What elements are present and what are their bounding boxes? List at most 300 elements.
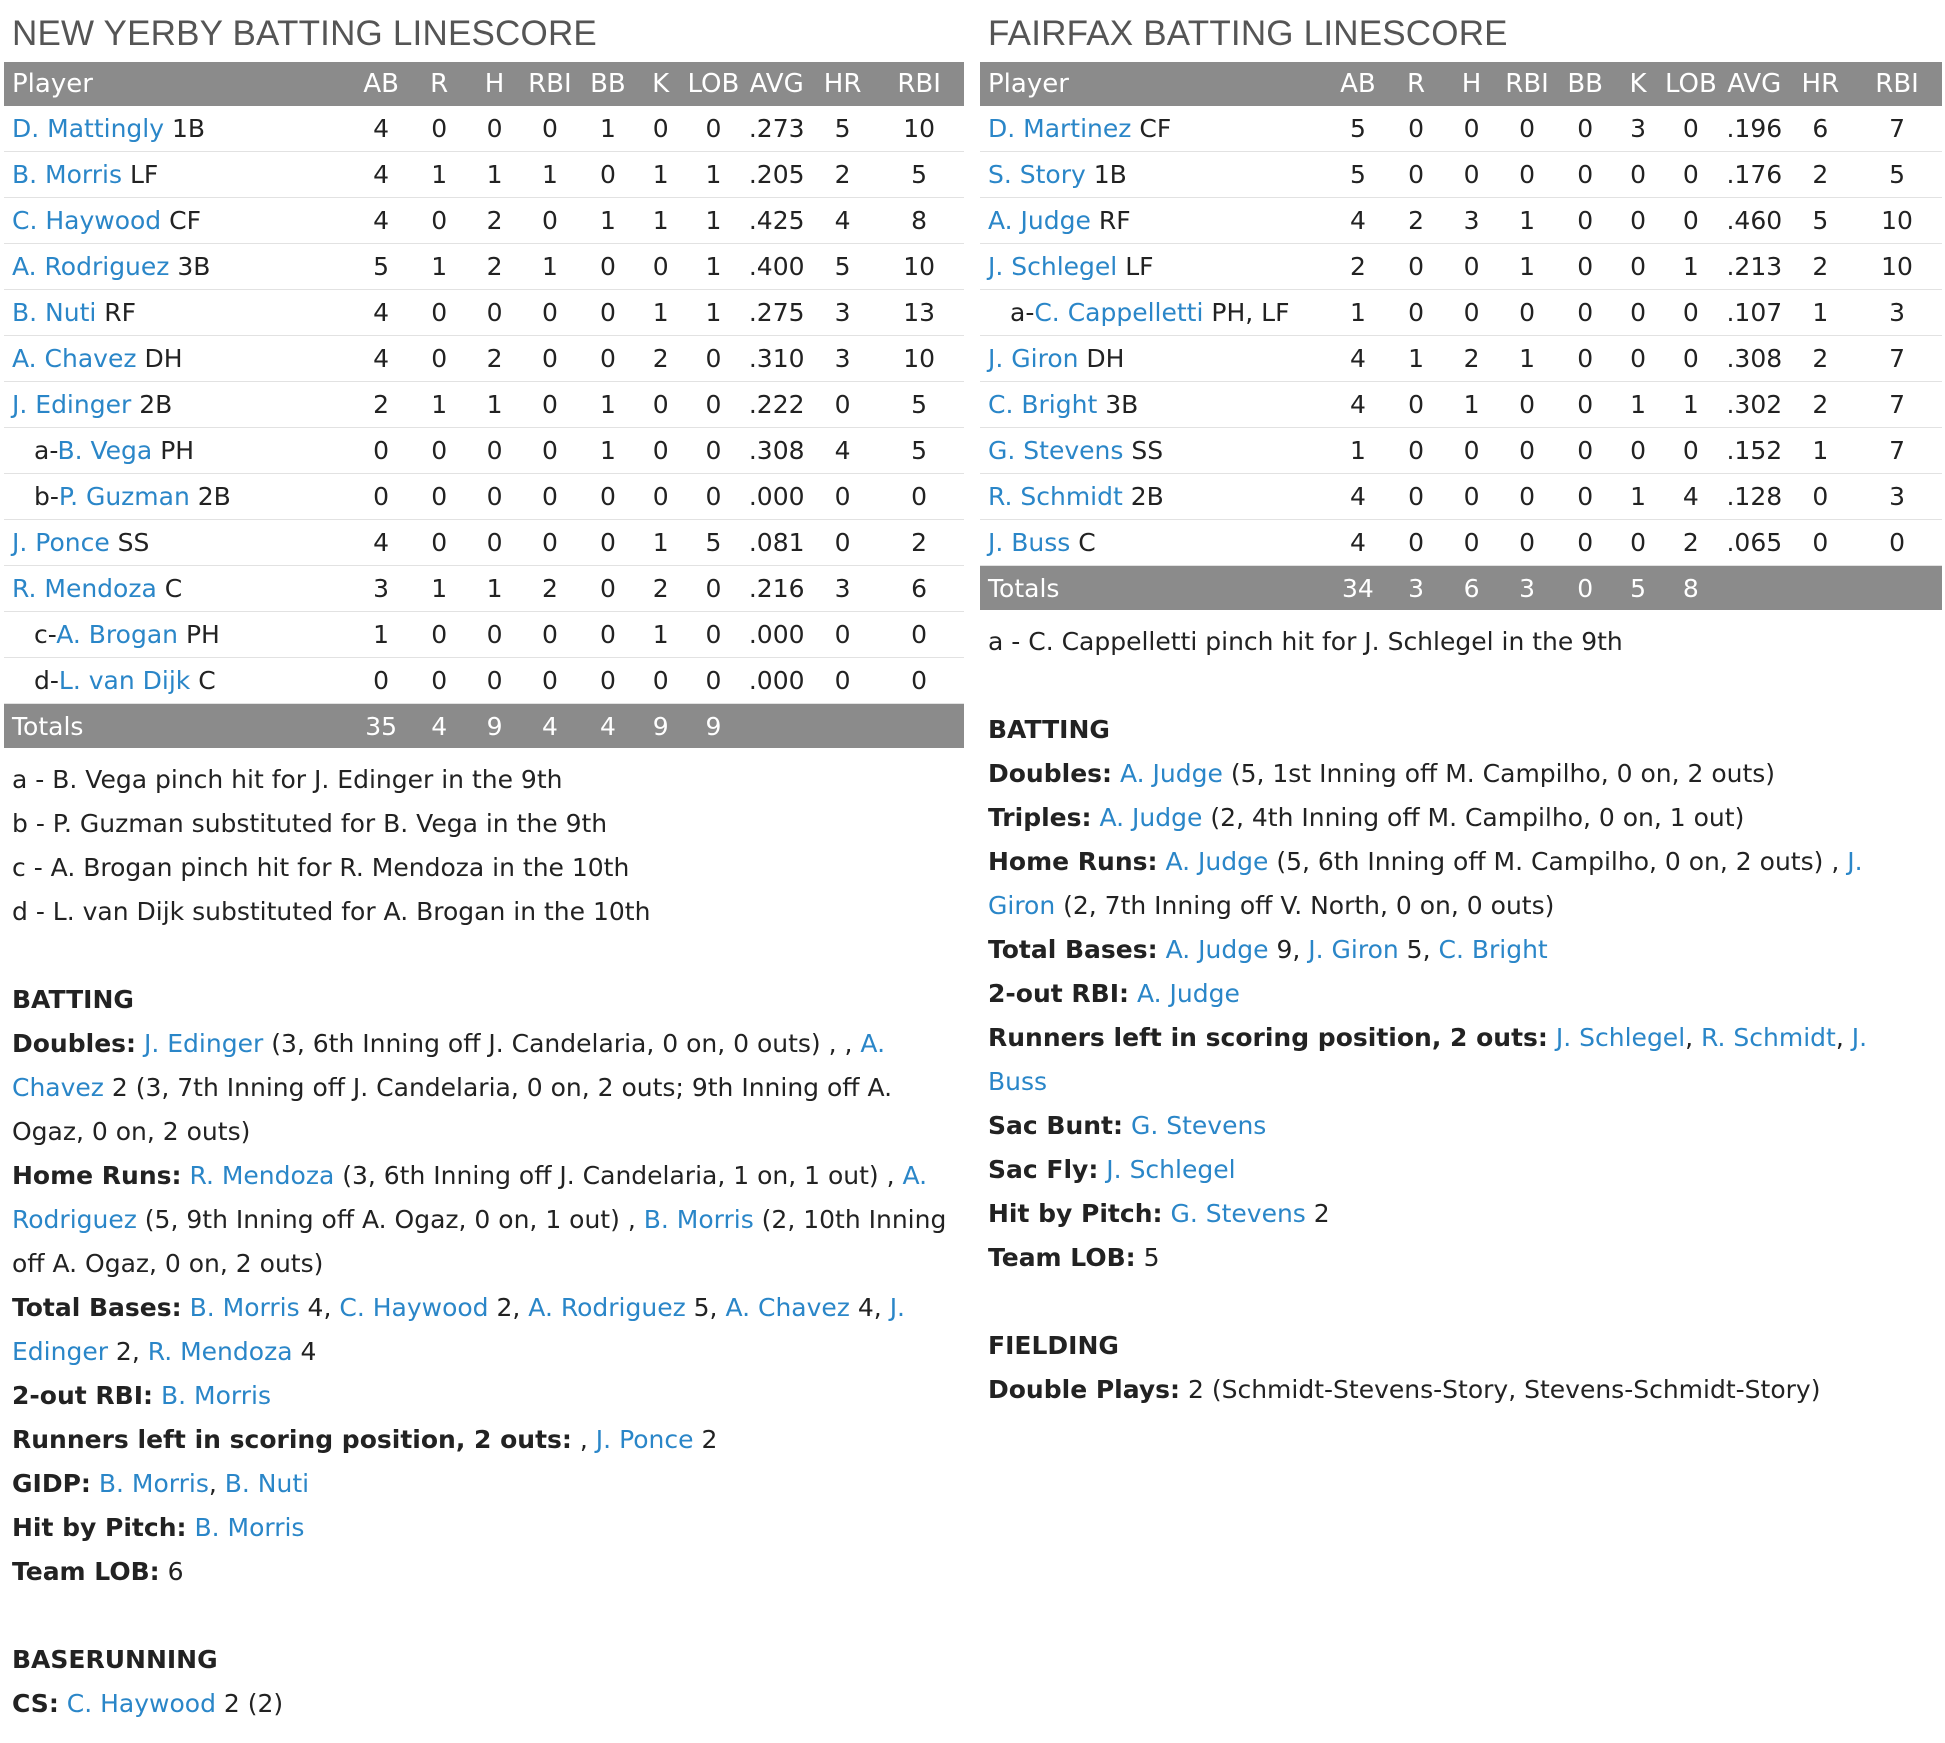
- player-cell: [4, 474, 352, 520]
- substitution-note: a - B. Vega pinch hit for J. Edinger in the 9th: [12, 765, 563, 794]
- stat-cell-bb: 0: [579, 520, 637, 566]
- stat-cell-rbi: 0: [1498, 520, 1556, 566]
- stat-cell-rbi: 0: [521, 428, 579, 474]
- stat-cell-hr: 3: [811, 566, 874, 612]
- stat-cell-hr: 1: [1789, 290, 1852, 336]
- player-link[interactable]: C. Haywood: [66, 1689, 216, 1718]
- player-link[interactable]: A. Rodriguez: [12, 1161, 928, 1234]
- stat-text: ,: [1835, 1023, 1852, 1052]
- stat-cell-avg: .400: [742, 244, 811, 290]
- player-link[interactable]: A. Judge: [1165, 847, 1269, 876]
- stat-line: [12, 1506, 958, 1550]
- stat-text: (3, 6th Inning off J. Candelaria, 1 on, 1 out) ,: [334, 1161, 903, 1190]
- player-cell: [980, 428, 1329, 474]
- stat-text: 2: [693, 1425, 718, 1454]
- stat-cell-h: 0: [468, 106, 521, 152]
- column-header-ab: AB: [1329, 62, 1387, 106]
- sub-prefix: a-: [1010, 298, 1035, 327]
- stat-line: [12, 1022, 958, 1154]
- substitution-note: a - C. Cappelletti pinch hit for J. Schlegel in the 9th: [988, 627, 1623, 656]
- stat-cell-k: 0: [637, 428, 684, 474]
- stat-cell-rbi: 0: [521, 658, 579, 704]
- stat-cell-ab: 4: [352, 152, 410, 198]
- player-link[interactable]: B. Morris: [643, 1205, 754, 1234]
- stat-cell-srbi: 7: [1852, 428, 1942, 474]
- stat-cell-k: 0: [637, 106, 684, 152]
- stat-cell-k: 0: [1614, 244, 1662, 290]
- table-row: [980, 152, 1942, 198]
- player-cell: [980, 336, 1329, 382]
- stat-cell-lob: 0: [1662, 198, 1720, 244]
- stat-cell-ab: 1: [352, 612, 410, 658]
- stat-text: 4,: [849, 1293, 890, 1322]
- stat-cell-h: 0: [468, 474, 521, 520]
- stat-cell-ab: 4: [352, 106, 410, 152]
- player-link[interactable]: B. Morris: [194, 1513, 305, 1542]
- stat-cell-ab: 4: [352, 520, 410, 566]
- stat-cell-bb: 0: [579, 336, 637, 382]
- stat-label: Sac Fly:: [988, 1155, 1099, 1184]
- player-link[interactable]: C. Cappelletti: [1034, 298, 1204, 327]
- stat-line: [988, 1016, 1934, 1104]
- stat-text: 2 (2): [215, 1689, 284, 1718]
- stat-cell-r: 0: [1387, 428, 1445, 474]
- stat-cell-avg: .425: [742, 198, 811, 244]
- player-link[interactable]: B. Nuti: [12, 298, 97, 327]
- column-header-ab: AB: [352, 62, 410, 106]
- stat-cell-r: 2: [1387, 198, 1445, 244]
- stat-cell-bb: 0: [1556, 198, 1614, 244]
- player-link[interactable]: D. Martinez: [988, 114, 1132, 143]
- player-cell: [4, 428, 352, 474]
- player-link[interactable]: J. Ponce: [595, 1425, 694, 1454]
- player-link[interactable]: A. Judge: [1165, 935, 1269, 964]
- player-link[interactable]: C. Bright: [1438, 935, 1548, 964]
- table-row: [4, 290, 964, 336]
- stat-cell-r: 1: [1387, 336, 1445, 382]
- stat-cell-ab: 2: [352, 382, 410, 428]
- player-link[interactable]: A. Chavez: [12, 344, 137, 373]
- stat-cell-avg: .302: [1720, 382, 1789, 428]
- player-link[interactable]: B. Morris: [98, 1469, 209, 1498]
- player-link[interactable]: A. Judge: [988, 206, 1091, 235]
- stat-cell-h: 0: [1445, 244, 1498, 290]
- stat-cell-bb: 0: [579, 658, 637, 704]
- stat-cell-h: 0: [1445, 290, 1498, 336]
- total-r: 4: [410, 704, 468, 749]
- player-position: RF: [104, 298, 137, 327]
- stat-cell-h: 2: [1445, 336, 1498, 382]
- stat-cell-srbi: 0: [874, 658, 964, 704]
- stat-cell-bb: 1: [579, 198, 637, 244]
- player-link[interactable]: R. Mendoza: [147, 1337, 293, 1366]
- player-link[interactable]: J. Schlegel: [988, 252, 1118, 281]
- stat-cell-avg: .275: [742, 290, 811, 336]
- stat-cell-rbi: 0: [521, 474, 579, 520]
- column-header-r: R: [1387, 62, 1445, 106]
- column-header-avg: AVG: [742, 62, 811, 106]
- player-link[interactable]: S. Story: [988, 160, 1086, 189]
- player-link[interactable]: D. Mattingly: [12, 114, 165, 143]
- stat-line: [988, 752, 1934, 796]
- player-link[interactable]: R. Mendoza: [12, 574, 157, 603]
- player-link[interactable]: J. Buss: [988, 528, 1071, 557]
- column-header-lob: LOB: [1662, 62, 1720, 106]
- player-position: LF: [129, 160, 159, 189]
- stat-cell-avg: .000: [742, 474, 811, 520]
- stat-cell-hr: 1: [1789, 428, 1852, 474]
- stat-cell-k: 1: [637, 612, 684, 658]
- stat-cell-r: 1: [410, 382, 468, 428]
- stat-cell-h: 0: [1445, 474, 1498, 520]
- column-header-hr: HR: [811, 62, 874, 106]
- player-link[interactable]: L. van Dijk: [58, 666, 191, 695]
- stat-line: [12, 1286, 958, 1374]
- stat-cell-srbi: 0: [874, 474, 964, 520]
- column-header-rbi: RBI: [1852, 62, 1942, 106]
- stat-text: 5: [1143, 1243, 1160, 1272]
- table-row: [980, 428, 1942, 474]
- sub-prefix: a-: [34, 436, 58, 465]
- player-position: 3B: [177, 252, 211, 281]
- totals-row: [980, 566, 1942, 611]
- column-header-lob: LOB: [684, 62, 742, 106]
- stat-cell-avg: .310: [742, 336, 811, 382]
- stat-cell-bb: 0: [579, 566, 637, 612]
- stat-cell-r: 0: [410, 106, 468, 152]
- stat-cell-r: 0: [410, 290, 468, 336]
- player-cell: [4, 198, 352, 244]
- stat-cell-avg: .308: [1720, 336, 1789, 382]
- stat-label: Doubles:: [988, 759, 1113, 788]
- stat-cell-rbi: 1: [521, 244, 579, 290]
- player-link[interactable]: A. Rodriguez: [528, 1293, 686, 1322]
- stat-cell-r: 0: [410, 612, 468, 658]
- stat-cell-bb: 0: [579, 152, 637, 198]
- total-empty: [1720, 566, 1789, 611]
- total-r: 3: [1387, 566, 1445, 611]
- player-link[interactable]: C. Haywood: [12, 206, 162, 235]
- stat-text: (3, 6th Inning off J. Candelaria, 0 on, 0 outs) , ,: [263, 1029, 861, 1058]
- stat-section: [988, 708, 1942, 1280]
- stat-text: (5, 6th Inning off M. Campilho, 0 on, 2 outs) ,: [1268, 847, 1848, 876]
- stat-line: [12, 1462, 958, 1506]
- player-link[interactable]: A. Judge: [1119, 759, 1223, 788]
- stat-cell-hr: 0: [811, 612, 874, 658]
- stat-cell-lob: 0: [1662, 428, 1720, 474]
- player-cell: [980, 106, 1329, 152]
- player-link[interactable]: J. Giron: [1308, 935, 1399, 964]
- stat-section: [988, 1324, 1942, 1412]
- player-link[interactable]: B. Nuti: [224, 1469, 310, 1498]
- player-cell: [980, 520, 1329, 566]
- stat-cell-k: 0: [1614, 152, 1662, 198]
- player-link[interactable]: J. Giron: [988, 344, 1079, 373]
- player-link[interactable]: R. Mendoza: [189, 1161, 335, 1190]
- stat-cell-ab: 5: [1329, 106, 1387, 152]
- player-link[interactable]: B. Morris: [189, 1293, 300, 1322]
- stat-cell-avg: .308: [742, 428, 811, 474]
- player-position: RF: [1098, 206, 1131, 235]
- stat-cell-h: 0: [468, 520, 521, 566]
- stat-cell-ab: 4: [352, 198, 410, 244]
- stat-cell-srbi: 3: [1852, 290, 1942, 336]
- totals-row: [4, 704, 964, 749]
- player-position: 1B: [172, 114, 206, 143]
- player-link[interactable]: R. Schmidt: [988, 482, 1123, 511]
- total-empty: [742, 704, 811, 749]
- player-link[interactable]: J. Schlegel: [1106, 1155, 1236, 1184]
- player-link[interactable]: J. Edinger: [12, 390, 132, 419]
- stat-cell-srbi: 13: [874, 290, 964, 336]
- stat-cell-bb: 0: [1556, 106, 1614, 152]
- section-title: BATTING: [988, 715, 1110, 744]
- stat-cell-srbi: 5: [1852, 152, 1942, 198]
- stat-cell-lob: 0: [684, 474, 742, 520]
- player-position: PH: [185, 620, 220, 649]
- section-title: BASERUNNING: [12, 1645, 218, 1674]
- table-header: [4, 62, 964, 106]
- stat-cell-bb: 0: [579, 290, 637, 336]
- stat-section: [12, 1638, 964, 1726]
- stat-line: [12, 1550, 958, 1594]
- stat-cell-hr: 0: [1789, 520, 1852, 566]
- stat-cell-avg: .107: [1720, 290, 1789, 336]
- player-link[interactable]: P. Guzman: [58, 482, 190, 511]
- stat-cell-k: 0: [1614, 428, 1662, 474]
- stat-cell-lob: 0: [684, 428, 742, 474]
- player-cell: [980, 290, 1329, 336]
- stat-cell-hr: 3: [811, 336, 874, 382]
- column-header-r: R: [410, 62, 468, 106]
- player-link[interactable]: G. Stevens: [988, 436, 1124, 465]
- player-link[interactable]: J. Edinger: [12, 1293, 906, 1366]
- player-cell: [4, 382, 352, 428]
- stat-cell-lob: 0: [1662, 290, 1720, 336]
- stat-cell-r: 0: [410, 520, 468, 566]
- stat-cell-rbi: 0: [1498, 382, 1556, 428]
- stat-cell-ab: 1: [1329, 428, 1387, 474]
- stat-text: 5,: [685, 1293, 726, 1322]
- player-link[interactable]: C. Bright: [988, 390, 1098, 419]
- substitution-note: b - P. Guzman substituted for B. Vega in the 9th: [12, 809, 608, 838]
- player-link[interactable]: A. Rodriguez: [12, 252, 170, 281]
- stat-cell-lob: 0: [1662, 106, 1720, 152]
- stat-cell-h: 0: [468, 658, 521, 704]
- player-cell: [980, 474, 1329, 520]
- stat-sections: [980, 708, 1942, 1412]
- table-row: [4, 106, 964, 152]
- player-link[interactable]: C. Haywood: [339, 1293, 489, 1322]
- stat-cell-h: 0: [468, 612, 521, 658]
- stat-cell-lob: 0: [684, 106, 742, 152]
- column-header-k: K: [637, 62, 684, 106]
- stat-cell-lob: 0: [684, 658, 742, 704]
- stat-cell-k: 0: [637, 244, 684, 290]
- stat-cell-hr: 4: [811, 428, 874, 474]
- player-link[interactable]: A. Brogan: [56, 620, 178, 649]
- stat-cell-bb: 0: [1556, 428, 1614, 474]
- stat-line: [12, 1374, 958, 1418]
- stat-cell-srbi: 10: [874, 336, 964, 382]
- player-cell: [4, 336, 352, 382]
- stat-label: Total Bases:: [12, 1293, 182, 1322]
- sub-prefix: d-: [34, 666, 59, 695]
- stat-cell-srbi: 10: [1852, 244, 1942, 290]
- total-empty: [811, 704, 874, 749]
- stat-text: (2, 4th Inning off M. Campilho, 0 on, 1 out): [1202, 803, 1745, 832]
- player-link[interactable]: B. Morris: [12, 160, 122, 189]
- stat-cell-lob: 1: [684, 152, 742, 198]
- table-row: [4, 152, 964, 198]
- sub-prefix: c-: [34, 620, 57, 649]
- table-row: [4, 474, 964, 520]
- stat-cell-ab: 4: [352, 336, 410, 382]
- stat-line: [988, 796, 1934, 840]
- away-linescore-panel: [980, 0, 1942, 1412]
- stat-cell-srbi: 10: [874, 244, 964, 290]
- stat-cell-lob: 2: [1662, 520, 1720, 566]
- stat-cell-hr: 2: [1789, 382, 1852, 428]
- player-link[interactable]: G. Stevens: [1170, 1199, 1306, 1228]
- stat-label: 2-out RBI:: [12, 1381, 154, 1410]
- player-position: 2B: [139, 390, 173, 419]
- player-link[interactable]: J. Schlegel: [1555, 1023, 1686, 1052]
- player-cell: [980, 382, 1329, 428]
- player-position: C: [198, 666, 216, 695]
- stat-cell-hr: 0: [1789, 474, 1852, 520]
- player-link[interactable]: J. Buss: [988, 1023, 1868, 1096]
- stat-cell-lob: 0: [684, 382, 742, 428]
- stat-text: ,: [208, 1469, 225, 1498]
- stat-cell-srbi: 8: [874, 198, 964, 244]
- player-link[interactable]: J. Ponce: [12, 528, 110, 557]
- stat-cell-bb: 0: [579, 474, 637, 520]
- stat-text: (5, 9th Inning off A. Ogaz, 0 on, 1 out) ,: [136, 1205, 644, 1234]
- player-cell: [980, 152, 1329, 198]
- totals-label: Totals: [980, 566, 1329, 611]
- stat-cell-avg: .222: [742, 382, 811, 428]
- stat-cell-ab: 4: [1329, 474, 1387, 520]
- column-header-k: K: [1614, 62, 1662, 106]
- stat-cell-h: 3: [1445, 198, 1498, 244]
- stat-cell-lob: 0: [684, 566, 742, 612]
- total-k: 9: [637, 704, 684, 749]
- stat-cell-h: 1: [468, 566, 521, 612]
- stat-cell-hr: 5: [811, 106, 874, 152]
- stat-line: [988, 1192, 1934, 1236]
- player-link[interactable]: J. Giron: [988, 847, 1863, 920]
- stat-cell-srbi: 6: [874, 566, 964, 612]
- column-header-h: H: [1445, 62, 1498, 106]
- player-cell: [4, 152, 352, 198]
- stat-cell-rbi: 1: [1498, 198, 1556, 244]
- stat-cell-h: 0: [1445, 428, 1498, 474]
- stat-cell-srbi: 5: [874, 428, 964, 474]
- stat-cell-rbi: 0: [1498, 106, 1556, 152]
- stat-text: 2 (Schmidt-Stevens-Story, Stevens-Schmidt-Story): [1187, 1375, 1821, 1404]
- stat-cell-h: 0: [468, 290, 521, 336]
- player-link[interactable]: G. Stevens: [1130, 1111, 1267, 1140]
- table-row: [4, 566, 964, 612]
- stat-cell-rbi: 0: [521, 198, 579, 244]
- stat-cell-lob: 1: [684, 244, 742, 290]
- stat-cell-avg: .273: [742, 106, 811, 152]
- player-link[interactable]: B. Vega: [57, 436, 153, 465]
- player-link[interactable]: A. Chavez: [725, 1293, 850, 1322]
- stat-line: [988, 1368, 1934, 1412]
- stat-cell-hr: 5: [1789, 198, 1852, 244]
- stat-cell-k: 3: [1614, 106, 1662, 152]
- table-row: [4, 244, 964, 290]
- stat-cell-lob: 1: [684, 290, 742, 336]
- column-header-rbi: RBI: [1498, 62, 1556, 106]
- stat-cell-k: 0: [637, 382, 684, 428]
- stat-label: Home Runs:: [988, 847, 1158, 876]
- stat-cell-rbi: 0: [1498, 428, 1556, 474]
- player-link[interactable]: J. Edinger: [143, 1029, 264, 1058]
- stat-line: [12, 1682, 958, 1726]
- player-link[interactable]: B. Morris: [160, 1381, 271, 1410]
- stat-cell-avg: .000: [742, 658, 811, 704]
- stat-cell-h: 1: [468, 152, 521, 198]
- player-position: LF: [1125, 252, 1154, 281]
- total-h: 9: [468, 704, 521, 749]
- stat-cell-rbi: 0: [521, 290, 579, 336]
- stat-cell-srbi: 10: [1852, 198, 1942, 244]
- stat-cell-lob: 5: [684, 520, 742, 566]
- stat-cell-bb: 0: [1556, 474, 1614, 520]
- stat-line: [12, 1154, 958, 1286]
- player-link[interactable]: R. Schmidt: [1701, 1023, 1836, 1052]
- total-ab: 34: [1329, 566, 1387, 611]
- stat-cell-k: 1: [637, 520, 684, 566]
- player-link[interactable]: A. Chavez: [12, 1029, 886, 1102]
- stat-cell-h: 1: [1445, 382, 1498, 428]
- player-position: CF: [1139, 114, 1172, 143]
- table-row: [980, 106, 1942, 152]
- stat-cell-k: 0: [1614, 336, 1662, 382]
- stat-label: CS:: [12, 1689, 59, 1718]
- stat-cell-ab: 3: [352, 566, 410, 612]
- stat-cell-rbi: 1: [1498, 244, 1556, 290]
- stat-cell-lob: 0: [1662, 152, 1720, 198]
- table-row: [4, 658, 964, 704]
- stat-label: Triples:: [988, 803, 1092, 832]
- table-row: [4, 520, 964, 566]
- stat-cell-hr: 2: [1789, 336, 1852, 382]
- player-position: 3B: [1105, 390, 1139, 419]
- stat-cell-k: 1: [637, 198, 684, 244]
- player-link[interactable]: A. Judge: [1136, 979, 1240, 1008]
- stat-cell-k: 1: [637, 290, 684, 336]
- stat-cell-bb: 1: [579, 106, 637, 152]
- stat-cell-bb: 0: [1556, 382, 1614, 428]
- substitution-notes: [12, 758, 964, 934]
- player-link[interactable]: A. Judge: [1099, 803, 1203, 832]
- substitution-note: c - A. Brogan pinch hit for R. Mendoza in the 10th: [12, 853, 630, 882]
- stat-cell-lob: 0: [684, 612, 742, 658]
- stat-cell-srbi: 10: [874, 106, 964, 152]
- stat-cell-avg: .128: [1720, 474, 1789, 520]
- player-position: C: [1078, 528, 1096, 557]
- stat-cell-r: 0: [410, 428, 468, 474]
- stat-label: Home Runs:: [12, 1161, 182, 1190]
- table-row: [980, 198, 1942, 244]
- stat-cell-r: 0: [1387, 520, 1445, 566]
- player-cell: [4, 290, 352, 336]
- stat-cell-lob: 0: [684, 336, 742, 382]
